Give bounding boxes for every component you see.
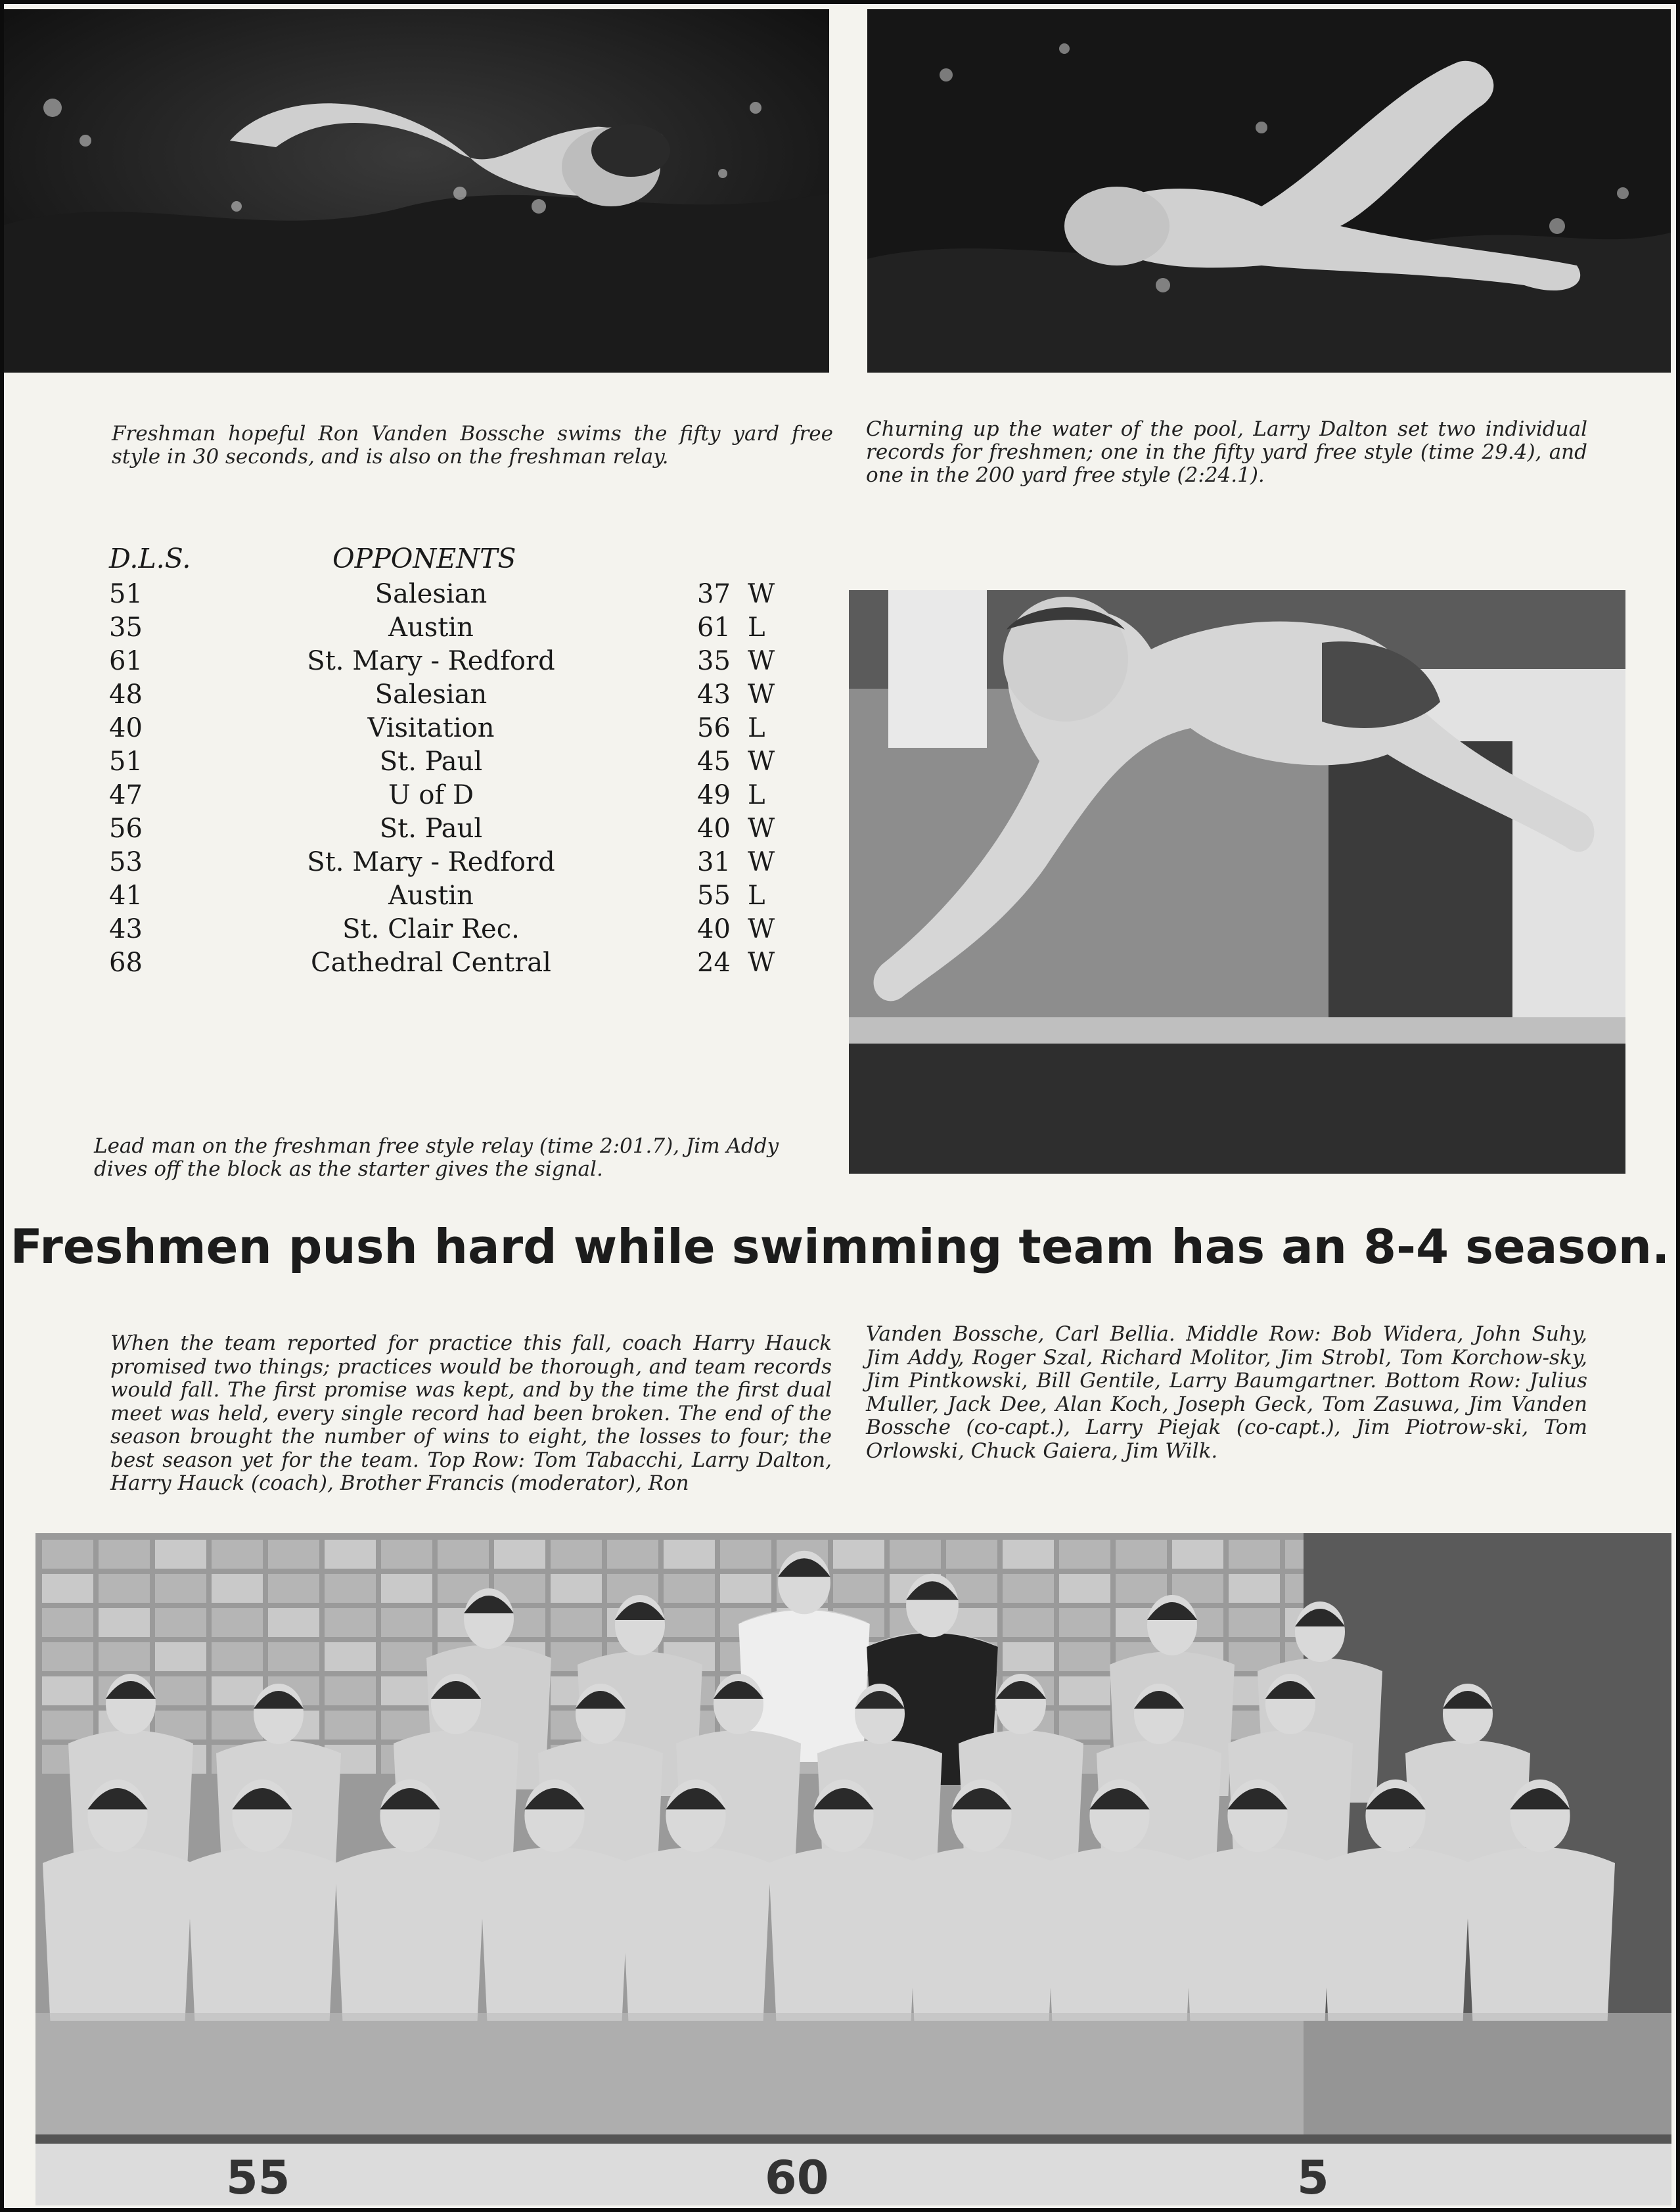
caption-dalton: Churning up the water of the pool, Larry Dalton set two individual records for freshmen; one in the fifty yard free style (time 29.4), and one in the 200 yard free style (2:24.1).: [866, 417, 1587, 487]
result-letter: L: [748, 612, 765, 643]
lane-number-55: 55: [226, 2151, 290, 2205]
team-photo-image: [35, 1533, 1671, 2205]
opponent-name: St. Clair Rec.: [342, 914, 520, 944]
opponent-score: 31: [697, 847, 731, 877]
dls-score: 56: [109, 814, 143, 844]
opponent-score: 61: [697, 612, 731, 643]
dls-score: 41: [109, 881, 143, 911]
result-letter: L: [748, 713, 765, 743]
dls-score: 40: [109, 713, 143, 743]
result-row: [109, 780, 806, 814]
opponent-score: 40: [697, 914, 731, 944]
dls-score: 48: [109, 680, 143, 710]
result-letter: W: [748, 948, 775, 978]
opponent-score: 43: [697, 680, 731, 710]
opponents-header: OPPONENTS: [332, 543, 516, 574]
opponent-score: 24: [697, 948, 731, 978]
result-letter: L: [748, 881, 765, 911]
result-row: [109, 747, 806, 780]
opponent-name: Salesian: [375, 579, 488, 609]
story-left: When the team reported for practice this fall, coach Harry Hauck promised two things; practices would be thorough, and team records would fall. The first promise was kept, and by the time the first dual meet was held, every single record had been broken. The end of the season brought the number of wins to eight, the losses to four; the best season yet for the team. Top Row: Tom Tabacchi, Larry Dalton, Harry Hauck (coach), Brother Francis (moderator), Ron: [110, 1331, 832, 1495]
result-row: [109, 612, 806, 646]
result-letter: W: [748, 680, 775, 710]
result-row: [109, 881, 806, 914]
diver-photo-image: [849, 590, 1625, 1174]
lane-number-5: 5: [1297, 2151, 1329, 2205]
dls-header: D.L.S.: [109, 543, 191, 574]
caption-addy: Lead man on the freshman free style relay (time 2:01.7), Jim Addy dives off the block as the starter gives the signal.: [94, 1134, 779, 1181]
opponent-name: St. Paul: [379, 814, 483, 844]
opponent-name: Austin: [388, 881, 474, 911]
result-letter: L: [748, 780, 765, 810]
dls-score: 43: [109, 914, 143, 944]
result-row: [109, 646, 806, 680]
result-letter: W: [748, 914, 775, 944]
result-row: [109, 847, 806, 881]
opponent-score: 55: [697, 881, 731, 911]
dls-score: 61: [109, 646, 143, 676]
opponent-name: St. Mary - Redford: [307, 847, 555, 877]
result-letter: W: [748, 579, 775, 609]
result-letter: W: [748, 814, 775, 844]
opponent-score: 45: [697, 747, 731, 777]
opponent-name: St. Mary - Redford: [307, 646, 555, 676]
dls-score: 68: [109, 948, 143, 978]
result-letter: W: [748, 847, 775, 877]
dls-score: 47: [109, 780, 143, 810]
swimmer-photo-left: [0, 9, 829, 373]
swimmer-photo-right-image: [867, 9, 1671, 373]
opponent-name: Austin: [388, 612, 474, 643]
lane-number-60: 60: [765, 2151, 829, 2205]
opponent-score: 49: [697, 780, 731, 810]
dls-score: 53: [109, 847, 143, 877]
headline: Freshmen push hard while swimming team has an 8-4 season.: [10, 1219, 1670, 1274]
team-photo: [35, 1533, 1671, 2205]
opponent-score: 40: [697, 814, 731, 844]
dls-score: 51: [109, 579, 143, 609]
opponent-name: Salesian: [375, 680, 488, 710]
swimmer-photo-left-image: [0, 9, 829, 373]
dls-score: 35: [109, 612, 143, 643]
result-row: [109, 914, 806, 948]
result-row: [109, 579, 806, 612]
result-letter: W: [748, 747, 775, 777]
result-row: [109, 680, 806, 713]
opponent-score: 35: [697, 646, 731, 676]
opponent-name: U of D: [388, 780, 474, 810]
story-right: Vanden Bossche, Carl Bellia. Middle Row: Bob Widera, John Suhy, Jim Addy, Roger Szal, Richard Molitor, Jim Strobl, Tom Korchow-sky, Jim Pintkowski, Bill Gentile, Larry Baumgartner. Bottom Row: Julius Muller, Jack Dee, Alan Koch, Joseph Geck, Tom Zasuwa, Jim Vanden Bossche (co-capt.), Larry Piejak (co-capt.), Jim Piotrow-ski, Tom Orlowski, Chuck Gaiera, Jim Wilk.: [866, 1322, 1587, 1463]
result-row: [109, 814, 806, 847]
result-row: [109, 713, 806, 747]
dls-score: 51: [109, 747, 143, 777]
opponent-name: Visitation: [367, 713, 495, 743]
caption-vanden-bossche: Freshman hopeful Ron Vanden Bossche swims the fifty yard free style in 30 seconds, and is also on the freshman relay.: [112, 422, 833, 469]
opponent-score: 56: [697, 713, 731, 743]
opponent-name: Cathedral Central: [311, 948, 551, 978]
result-row: [109, 948, 806, 981]
result-letter: W: [748, 646, 775, 676]
opponent-name: St. Paul: [379, 747, 483, 777]
opponent-score: 37: [697, 579, 731, 609]
swimmer-photo-right: [867, 9, 1671, 373]
diver-photo: [849, 590, 1625, 1174]
